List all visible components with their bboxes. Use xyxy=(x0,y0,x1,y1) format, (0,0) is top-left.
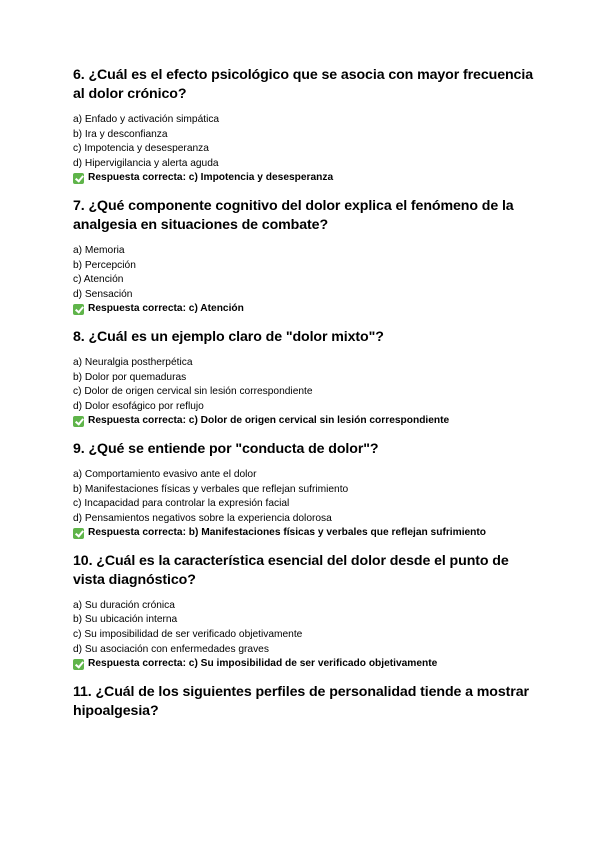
option-b: b) Dolor por quemaduras xyxy=(73,371,187,383)
check-mark-icon xyxy=(73,416,84,427)
option-b: b) Manifestaciones físicas y verbales que reflejan sufrimiento xyxy=(73,483,349,495)
option-list xyxy=(73,599,543,657)
option-b: b) Su ubicación interna xyxy=(73,614,178,626)
correct-answer-text: Respuesta correcta: c) Impotencia y desesperanza xyxy=(88,172,334,184)
question-title: 10. ¿Cuál es la característica esencial del dolor desde el punto de vista diagnóstico? xyxy=(73,552,509,588)
question-10 xyxy=(73,552,543,672)
check-mark-icon xyxy=(73,304,84,315)
check-mark-icon xyxy=(73,659,84,670)
option-d: d) Dolor esofágico por reflujo xyxy=(73,400,204,412)
correct-answer-text: Respuesta correcta: c) Atención xyxy=(88,303,244,315)
option-a: a) Neuralgia postherpética xyxy=(73,356,193,368)
option-list xyxy=(73,468,543,526)
correct-answer-text: Respuesta correcta: b) Manifestaciones físicas y verbales que reflejan sufrimiento xyxy=(88,527,487,539)
option-list xyxy=(73,113,543,171)
check-mark-icon xyxy=(73,173,84,184)
correct-answer-text: Respuesta correcta: c) Dolor de origen cervical sin lesión correspondiente xyxy=(88,415,450,427)
correct-answer-text: Respuesta correcta: c) Su imposibilidad de ser verificado objetivamente xyxy=(88,658,438,670)
question-title: 11. ¿Cuál de los siguientes perfiles de personalidad tiende a mostrar hipoalgesia? xyxy=(73,683,529,719)
correct-answer xyxy=(73,414,543,429)
option-b: b) Ira y desconfianza xyxy=(73,128,168,140)
option-c: c) Impotencia y desesperanza xyxy=(73,143,209,155)
question-6 xyxy=(73,66,543,186)
question-7 xyxy=(73,197,543,317)
option-c: c) Su imposibilidad de ser verificado objetivamente xyxy=(73,629,303,641)
option-d: d) Hipervigilancia y alerta aguda xyxy=(73,157,219,169)
correct-answer xyxy=(73,526,543,541)
option-a: a) Memoria xyxy=(73,244,125,256)
option-c: c) Incapacidad para controlar la expresión facial xyxy=(73,498,290,510)
option-b: b) Percepción xyxy=(73,259,136,271)
option-list xyxy=(73,356,543,414)
correct-answer xyxy=(73,302,543,317)
question-title: 6. ¿Cuál es el efecto psicológico que se asocia con mayor frecuencia al dolor crónico? xyxy=(73,67,533,102)
option-c: c) Dolor de origen cervical sin lesión correspondiente xyxy=(73,386,313,398)
correct-answer xyxy=(73,657,543,672)
question-title: 7. ¿Qué componente cognitivo del dolor explica el fenómeno de la analgesia en situaciones de combate? xyxy=(73,197,514,233)
option-a: a) Su duración crónica xyxy=(73,599,175,611)
option-a: a) Comportamiento evasivo ante el dolor xyxy=(73,468,257,480)
option-a: a) Enfado y activación simpática xyxy=(73,114,220,125)
document-page xyxy=(73,66,543,730)
option-c: c) Atención xyxy=(73,274,124,286)
correct-answer xyxy=(73,171,543,186)
option-d: d) Pensamientos negativos sobre la experiencia dolorosa xyxy=(73,512,332,524)
check-mark-icon xyxy=(73,528,84,539)
question-title: 9. ¿Qué se entiende por "conducta de dolor"? xyxy=(73,440,379,457)
question-title: 8. ¿Cuál es un ejemplo claro de "dolor mixto"? xyxy=(73,328,384,345)
question-8 xyxy=(73,328,543,429)
option-d: d) Sensación xyxy=(73,288,133,300)
option-list xyxy=(73,244,543,302)
question-11 xyxy=(73,683,543,721)
option-d: d) Su asociación con enfermedades graves xyxy=(73,643,269,655)
question-9 xyxy=(73,440,543,541)
